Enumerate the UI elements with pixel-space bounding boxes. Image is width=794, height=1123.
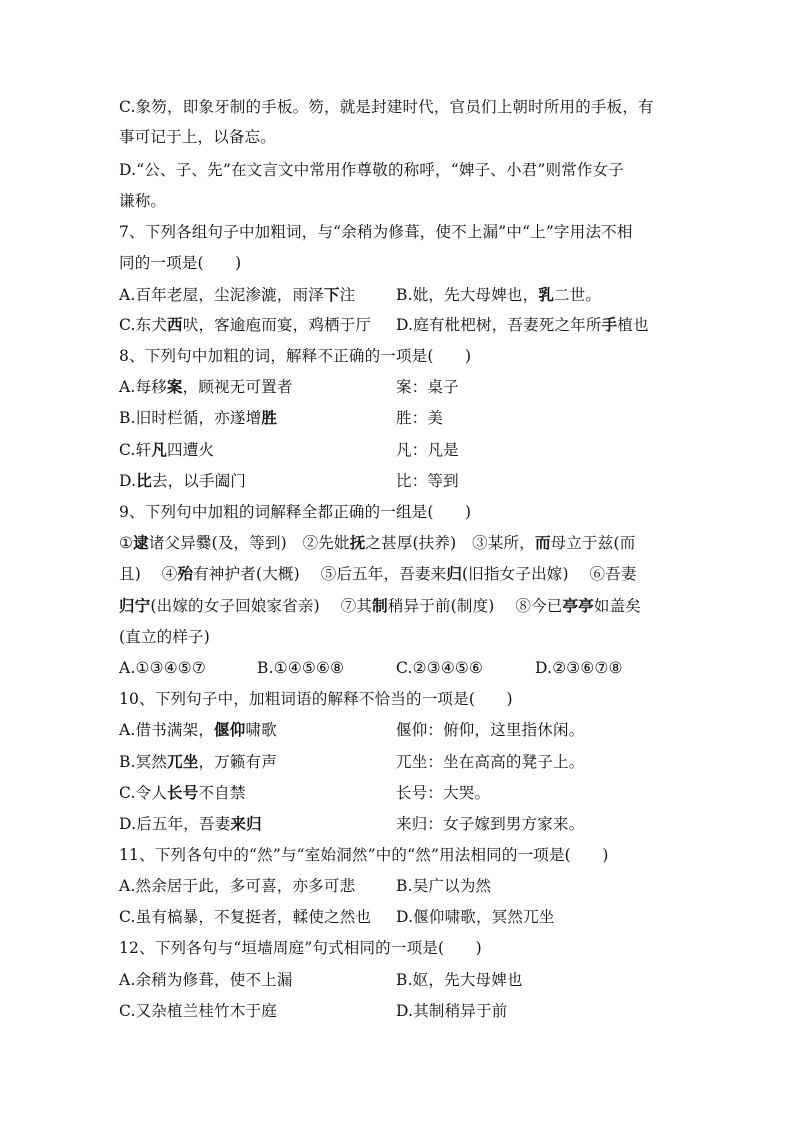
q12-option-a: A.余稍为修葺，使不上漏 <box>119 971 293 989</box>
q8-gloss-b: 胜：美 <box>396 409 444 427</box>
option-c-text: C.象笏，即象牙制的手板。笏，就是封建时代，官员们上朝时所用的手板，有 <box>119 98 654 116</box>
question-7-stem: 7、下列各组句子中加粗词，与“余稍为修葺，使不上漏”中“上”字用法不相 <box>119 223 633 241</box>
q10-gloss-a: 偃仰：俯仰，这里指休闲。 <box>396 721 585 739</box>
q11-option-d: D.偃仰啸歌，冥然兀坐 <box>396 908 555 926</box>
q8-gloss-c: 凡：凡是 <box>396 441 459 459</box>
q8-gloss-a: 案：桌子 <box>396 378 459 396</box>
q8-option-a: A.每移案，顾视无可置者 案：桌子 <box>119 377 459 396</box>
q10-option-a: A.借书满架，偃仰啸歌 偃仰：俯仰，这里指休闲。 <box>119 720 585 739</box>
q9-choice-d: D.②③⑥⑦⑧ <box>535 659 623 677</box>
question-11-stem: 11、下列各句中的“然”与“室始洞然”中的“然”用法相同的一项是( ) <box>119 846 609 864</box>
q10-gloss-d: 来归：女子嫁到男方家来。 <box>396 815 585 833</box>
q10-option-c: C.令人长号不自禁 长号：大哭。 <box>119 783 491 802</box>
question-10-stem: 10、下列句子中，加粗词语的解释不恰当的一项是( ) <box>119 690 513 708</box>
q9-choice-a: A.①③④⑤⑦ <box>119 659 206 677</box>
q12-option-d: D.其制稍异于前 <box>396 1002 508 1020</box>
q12-row-1 <box>119 970 523 990</box>
q10-option-b: B.冥然兀坐，万籁有声 兀坐：坐在高高的凳子上。 <box>119 752 585 771</box>
option-d-text: D.“公、子、先”在文言文中常用作尊敬的称呼，“婢子、小君”则常作女子 <box>119 161 625 179</box>
q8-gloss-d: 比：等到 <box>396 472 459 490</box>
question-9-stem: 9、下列句中加粗的词解释全都正确的一组是( ) <box>119 503 472 521</box>
q11-row-1 <box>119 876 492 896</box>
question-7-row-1 <box>119 285 602 305</box>
question-7-row-2 <box>119 315 649 335</box>
q11-option-c: C.虽有槁暴，不复挺者，輮使之然也 <box>119 908 372 926</box>
q7-option-c: C.东犬西吠，客逾庖而宴，鸡栖于厅 <box>119 315 372 334</box>
q10-option-d: D.后五年，吾妻来归 来归：女子嫁到男方家来。 <box>119 814 585 833</box>
q7-option-b: B.妣，先大母婢也，乳二世。 <box>396 285 602 304</box>
question-7-stem-cont: 同的一项是( ) <box>119 254 242 272</box>
q11-row-2 <box>119 907 555 927</box>
q9-items-line-3: 归宁(出嫁的女子回娘家省亲) ⑦其制稍异于前(制度) ⑧今已亭亭如盖矣 <box>119 596 641 615</box>
q11-option-a: A.然余居于此，多可喜，亦多可悲 <box>119 877 356 895</box>
q12-option-c: C.又杂植兰桂竹木于庭 <box>119 1002 277 1020</box>
question-8-stem: 8、下列句中加粗的词，解释不正确的一项是( ) <box>119 347 472 365</box>
q7-option-a: A.百年老屋，尘泥渗漉，雨泽下注 <box>119 285 356 304</box>
q9-choice-c: C.②③④⑤⑥ <box>396 659 484 677</box>
q8-option-d: D.比去，以手阖门 比：等到 <box>119 471 459 490</box>
q12-row-2 <box>119 1001 508 1021</box>
q7-option-d: D.庭有枇杷树，吾妻死之年所手植也 <box>396 315 649 334</box>
option-d-text-cont: 谦称。 <box>119 192 167 210</box>
q8-option-b: B.旧时栏循，亦遂增胜 胜：美 <box>119 408 444 427</box>
q9-choice-b: B.①④⑤⑥⑧ <box>257 659 345 677</box>
q8-option-c: C.轩凡四遭火 凡：凡是 <box>119 440 459 459</box>
q11-option-b: B.吴广以为然 <box>396 877 492 895</box>
q10-gloss-c: 长号：大哭。 <box>396 784 491 802</box>
question-12-stem: 12、下列各句与“垣墙周庭”句式相同的一项是( ) <box>119 939 482 957</box>
q12-option-b: B.妪，先大母婢也 <box>396 971 523 989</box>
q9-items-line-1: ①逮诸父异爨(及，等到) ②先妣抚之甚厚(扶养) ③某所，而母立于兹(而 <box>119 533 636 552</box>
q9-choices <box>119 658 623 678</box>
q9-items-line-4: (直立的样子) <box>119 628 210 646</box>
q10-gloss-b: 兀坐：坐在高高的凳子上。 <box>396 753 585 771</box>
option-c-text-cont: 事可记于上，以备忘。 <box>119 128 277 146</box>
q9-items-line-2: 且) ④殆有神护者(大概) ⑤后五年，吾妻来归(旧指女子出嫁) ⑥吾妻 <box>119 564 637 583</box>
